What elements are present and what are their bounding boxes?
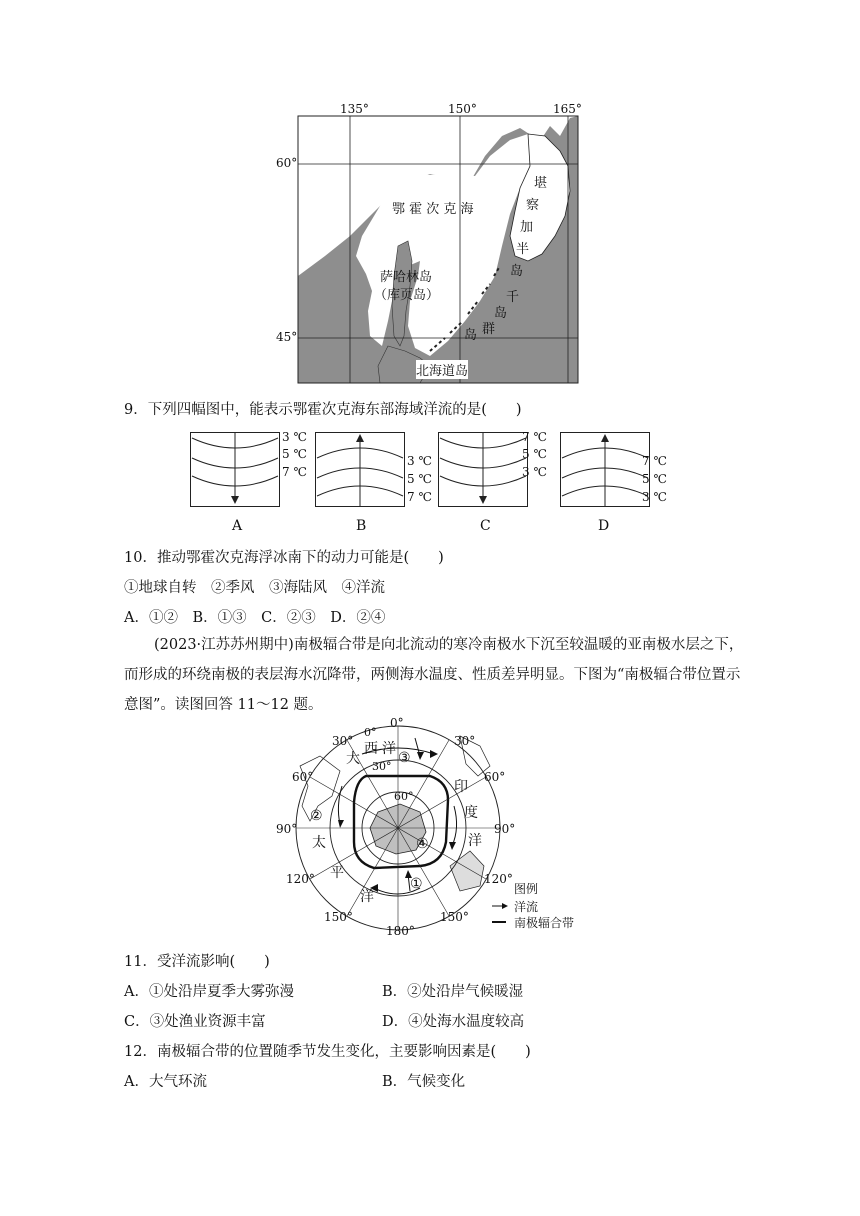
angle-150w-label: 150° xyxy=(324,910,353,924)
okhotsk-map xyxy=(270,96,600,388)
marker-3: ③ xyxy=(398,750,411,766)
ocean-char-xi: 西 xyxy=(364,741,378,757)
ocean-char-yin: 印 xyxy=(454,779,468,795)
lon-150-label: 150° xyxy=(448,102,477,116)
antarctic-map xyxy=(270,716,600,942)
angle-60w-label: 60° xyxy=(292,770,314,784)
lat-60-label: 60° xyxy=(394,790,414,803)
kuril-char-1: 千 xyxy=(506,290,520,305)
diagram-d-letter: D xyxy=(598,518,610,534)
diagram-c-temp-2: 5 ℃ xyxy=(522,447,547,461)
q9-diagrams xyxy=(190,428,670,538)
diagram-a-temp-3: 7 ℃ xyxy=(282,465,307,479)
australia xyxy=(450,851,484,891)
lat-30-label: 30° xyxy=(372,760,392,773)
ocean-char-yang-right: 洋 xyxy=(468,833,482,849)
legend-title: 图例 xyxy=(514,882,539,896)
marker-2: ② xyxy=(310,808,323,824)
diagram-d-temp-1: 7 ℃ xyxy=(642,454,667,468)
q10-options: A．①② B．①③ C．②③ D．②④ xyxy=(124,610,386,626)
q9-stem: 9．下列四幅图中，能表示鄂霍次克海东部海域洋流的是( ) xyxy=(124,402,522,418)
q11-option-c: C．③处渔业资源丰富 xyxy=(124,1014,266,1030)
diagram-d-temp-2: 5 ℃ xyxy=(642,472,667,486)
diagram-b xyxy=(315,428,405,508)
angle-0-label: 0° xyxy=(390,716,404,730)
kamchatka-char-1: 堪 xyxy=(534,176,548,191)
kamchatka-char-4: 半 xyxy=(516,242,530,257)
q12-option-a: A．大气环流 xyxy=(124,1074,207,1090)
q12-stem: 12．南极辐合带的位置随季节发生变化，主要影响因素是( ) xyxy=(124,1044,531,1060)
ocean-char-tai: 太 xyxy=(312,835,326,851)
lon-165-label: 165° xyxy=(553,102,582,116)
legend-current-label: 洋流 xyxy=(514,900,539,914)
sakhalin-label: 萨哈林岛 xyxy=(380,270,433,285)
kuril-char-2: 岛 xyxy=(494,306,508,321)
angle-150e-label: 150° xyxy=(440,910,469,924)
diagram-b-temp-2: 5 ℃ xyxy=(407,472,432,486)
diagram-c xyxy=(438,428,528,508)
kamchatka-char-2: 察 xyxy=(526,198,540,213)
lat-60-label: 60° xyxy=(276,156,298,170)
diagram-a-temp-1: 3 ℃ xyxy=(282,430,307,444)
diagram-a-letter: A xyxy=(232,518,243,534)
diagram-c-temp-1: 7 ℃ xyxy=(522,430,547,444)
q12-option-b: B．气候变化 xyxy=(382,1074,466,1090)
diagram-a xyxy=(190,428,280,508)
diagram-c-temp-3: 3 ℃ xyxy=(522,465,547,479)
ocean-char-yang-top: 洋 xyxy=(382,741,396,757)
angle-120w-label: 120° xyxy=(286,872,315,886)
diagram-b-letter: B xyxy=(356,518,367,534)
q10-stem: 10．推动鄂霍次克海浮冰南下的动力可能是( ) xyxy=(124,550,444,566)
diagram-b-temp-1: 3 ℃ xyxy=(407,454,432,468)
q11-option-d: D．④处海水温度较高 xyxy=(382,1014,525,1030)
lon-135-label: 135° xyxy=(340,102,369,116)
ocean-char-du: 度 xyxy=(464,805,478,821)
angle-30w-label: 30° xyxy=(332,734,354,748)
q11-option-a: A．①处沿岸夏季大雾弥漫 xyxy=(124,984,294,1000)
q11-option-b: B．②处沿岸气候暖湿 xyxy=(382,984,524,1000)
angle-180-label: 180° xyxy=(386,924,415,938)
ocean-char-ping: 平 xyxy=(330,865,344,881)
lat-45-label: 45° xyxy=(276,330,298,344)
angle-90w-label: 90° xyxy=(276,822,298,836)
angle-120e-label: 120° xyxy=(484,872,513,886)
q10-items: ①地球自转 ②季风 ③海陆风 ④洋流 xyxy=(124,580,385,596)
diagram-a-temp-2: 5 ℃ xyxy=(282,447,307,461)
kamchatka-char-5: 岛 xyxy=(510,264,524,279)
inner-0-label: 0° xyxy=(364,726,377,739)
sakhalin-alt-label: （库页岛） xyxy=(374,288,440,303)
marker-4: ④ xyxy=(416,836,429,852)
kuril-char-3: 群 xyxy=(482,322,496,337)
passage: (2023·江苏苏州期中)南极辐合带是向北流动的寒冷南极水下沉至较温暖的亚南极水层之下，而形成的环绕南极的表层海水沉降带，两侧海水温度、性质差异明显。下图为“南极辐合带位置示意图”。读图回答 11～12 题。 xyxy=(124,637,744,713)
diagram-b-temp-3: 7 ℃ xyxy=(407,490,432,504)
legend-zone-label: 南极辐合带 xyxy=(514,916,575,930)
q11-stem: 11．受洋流影响( ) xyxy=(124,954,270,970)
angle-30e-label: 30° xyxy=(454,734,476,748)
diagram-d xyxy=(560,428,650,508)
okhotsk-sea-label: 鄂 霍 次 克 海 xyxy=(392,202,474,217)
hokkaido-label: 北海道岛 xyxy=(416,360,468,379)
angle-60e-label: 60° xyxy=(484,770,506,784)
marker-1: ① xyxy=(410,876,423,892)
kamchatka-char-3: 加 xyxy=(520,220,534,235)
angle-90e-label: 90° xyxy=(494,822,516,836)
diagram-c-letter: C xyxy=(480,518,491,534)
ocean-char-yang-bottom: 洋 xyxy=(360,889,374,905)
ocean-char-da: 大 xyxy=(346,751,360,767)
kuril-char-4: 岛 xyxy=(464,328,478,343)
diagram-d-temp-3: 3 ℃ xyxy=(642,490,667,504)
